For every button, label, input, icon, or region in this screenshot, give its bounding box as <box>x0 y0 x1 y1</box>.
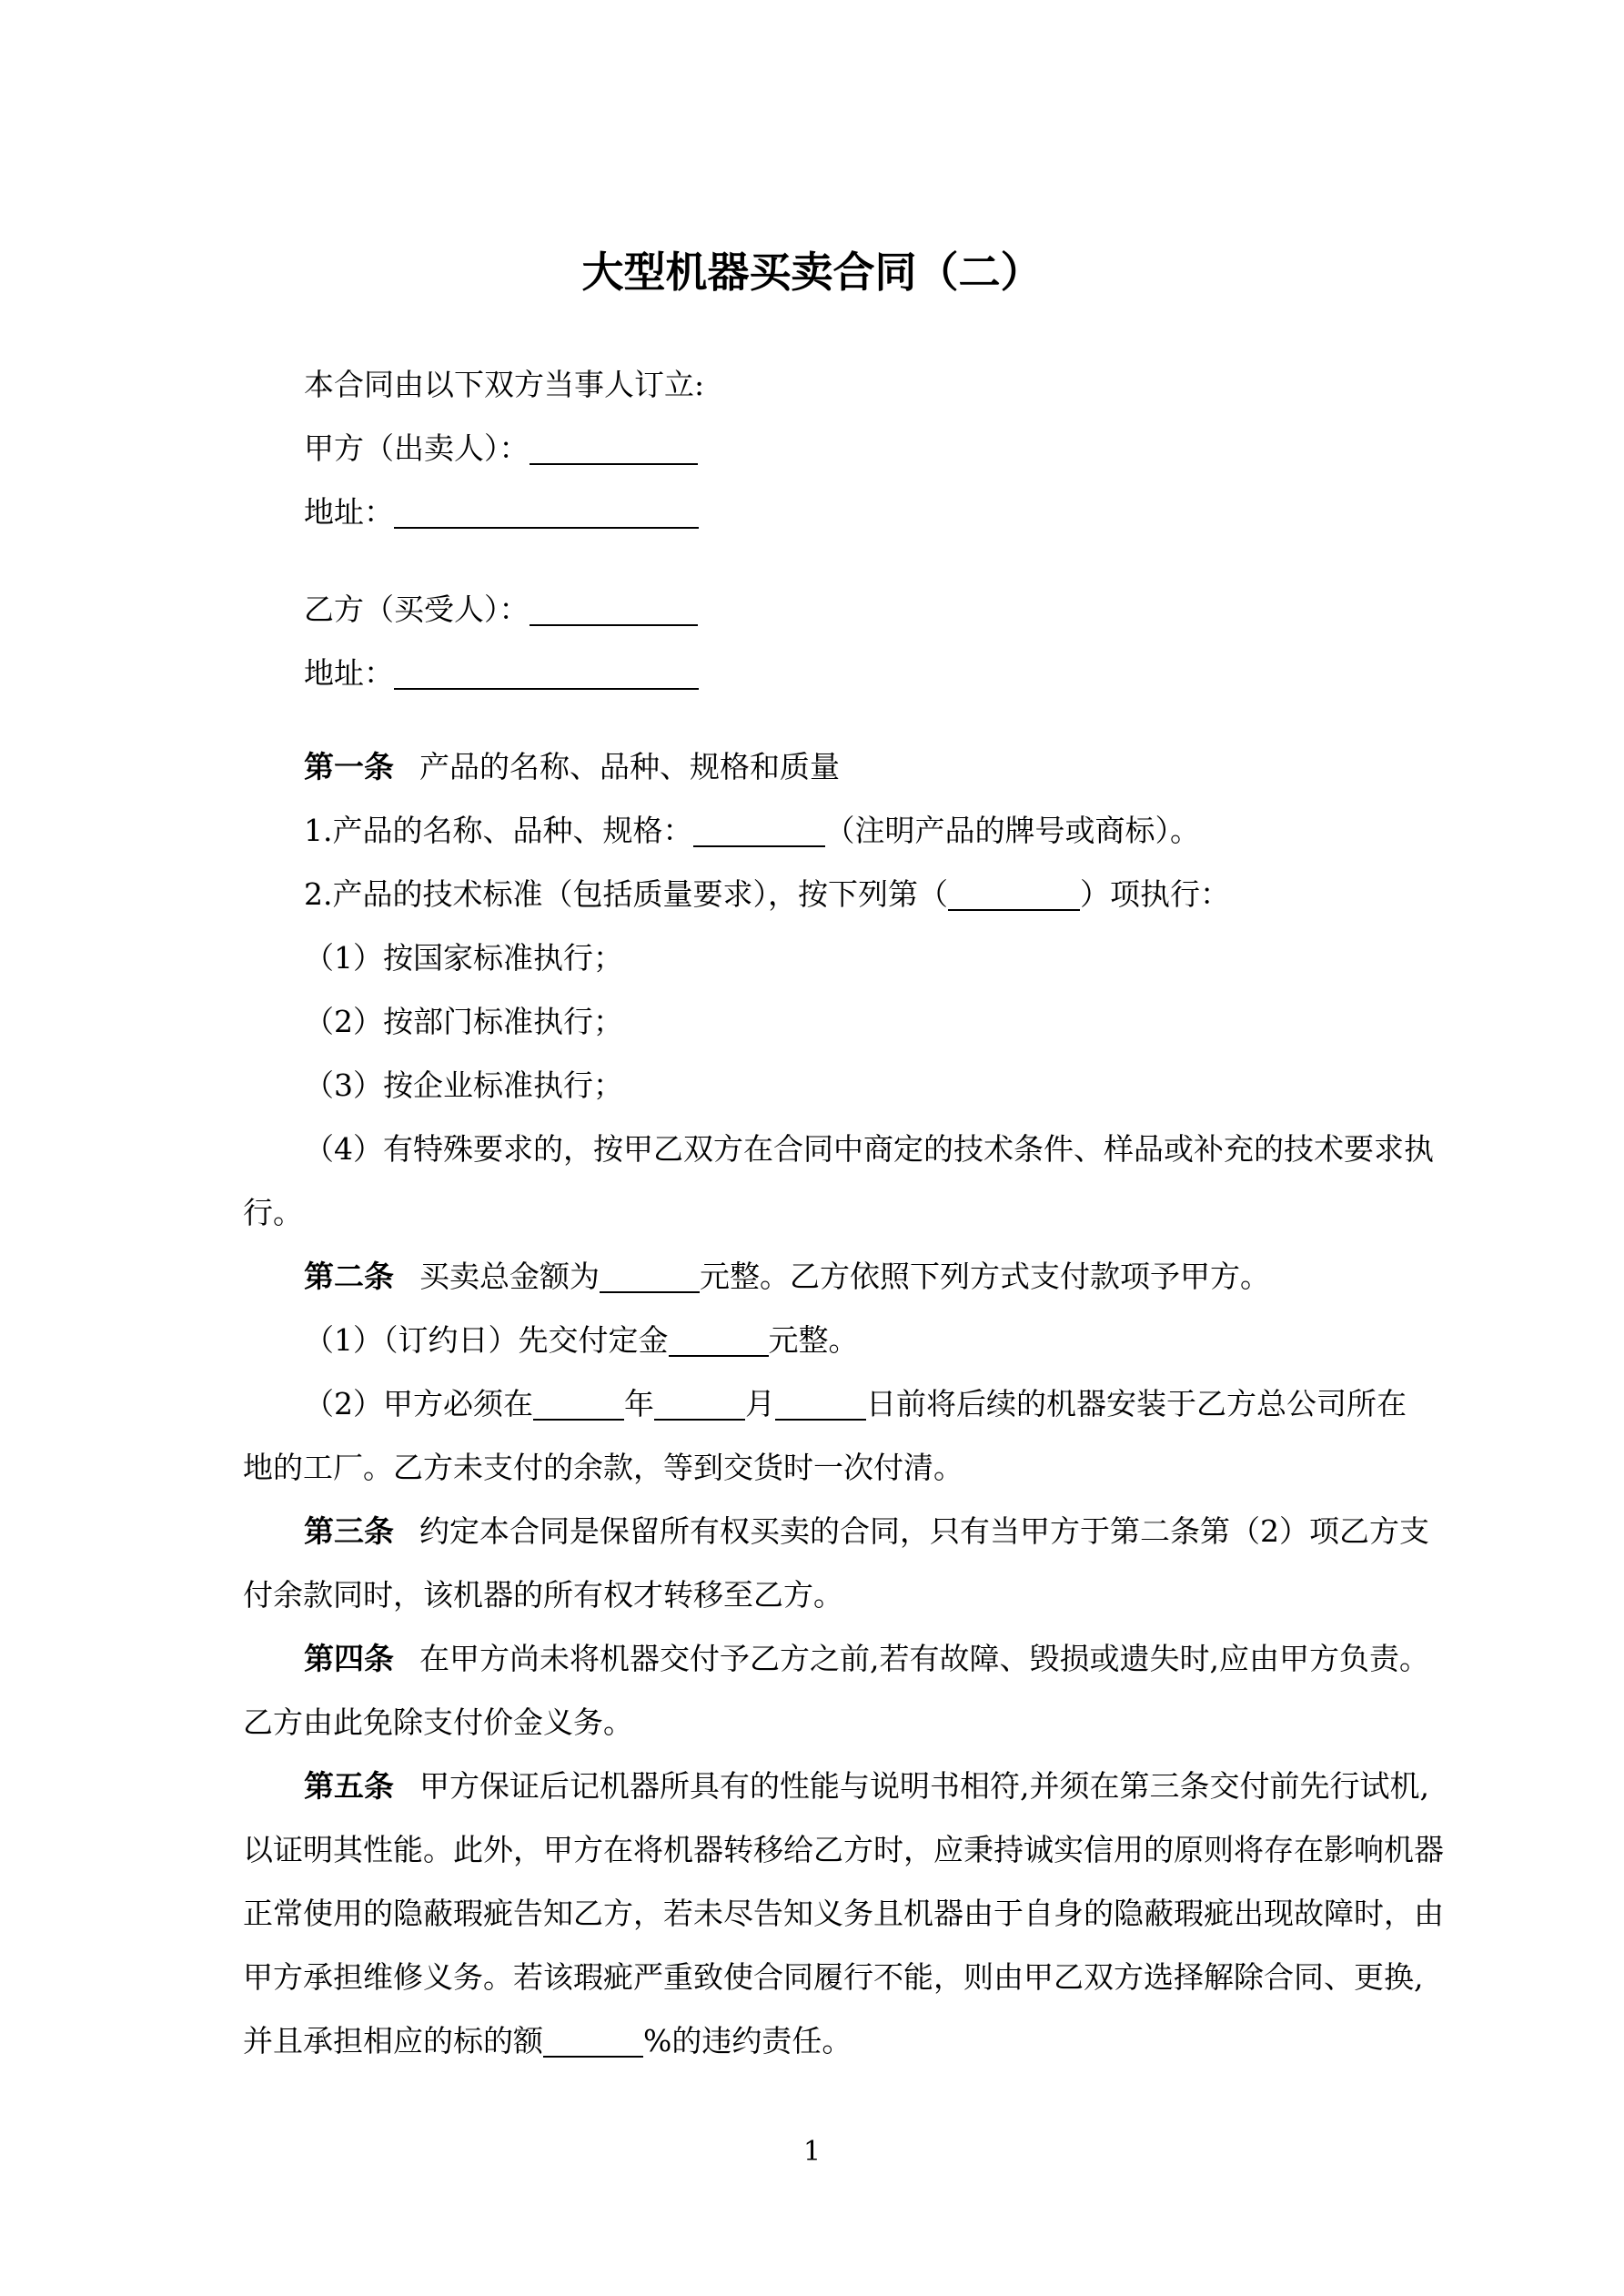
party-a-label: 甲方（出卖人）： <box>304 430 530 466</box>
clause4-line1-text: 在甲方尚未将机器交付予乙方之前,若有故障、毁损或遗失时,应由甲方负责。 <box>419 1641 1430 1676</box>
clause1-sub4-line <box>243 1118 1434 1181</box>
clause1-item2-post: ）项执行： <box>1080 876 1230 912</box>
clause5-line5-pre: 并且承担相应的标的额 <box>243 2023 543 2058</box>
clause2-line1-pre: 买卖总金额为 <box>419 1259 600 1294</box>
clause1-item1-post: （注明产品的牌号或商标）。 <box>824 813 1200 848</box>
clause3-line2-text: 付余款同时，该机器的所有权才转移至乙方。 <box>243 1577 843 1613</box>
clause1-item1-line <box>243 799 1381 863</box>
clause1-sub3-text: （3）按企业标准执行； <box>304 1067 623 1103</box>
clause5-line1-text: 甲方保证后记机器所具有的性能与说明书相符,并须在第三条交付前先行试机, <box>419 1768 1430 1804</box>
clause2-day-fill-in-blank <box>775 1408 866 1421</box>
party-b-address-fill-in-blank <box>394 677 699 690</box>
clause5-line3-text: 正常使用的隐蔽瑕疵告知乙方，若未尽告知义务且机器由于自身的隐蔽瑕疵出现故障时，由 <box>243 1896 1444 1931</box>
clause2-item2-continuation-text: 地的工厂。乙方未支付的余款，等到交货时一次付清。 <box>243 1450 963 1485</box>
preamble-text: 本合同由以下双方当事人订立: <box>304 367 705 402</box>
clause3-line1-text: 约定本合同是保留所有权买卖的合同，只有当甲方于第二条第（2）项乙方支 <box>419 1513 1430 1549</box>
clause1-sub1-line <box>243 926 1381 990</box>
clause3-continuation-line <box>243 1563 1381 1627</box>
clause5-line4 <box>243 1946 1424 2009</box>
clause5-line4-text: 甲方承担维修义务。若该瑕疵严重致使合同履行不能，则由甲乙双方选择解除合同、更换, <box>243 1959 1424 1995</box>
clause1-sub2-line <box>243 990 1381 1054</box>
clause2-item2-pre: （2）甲方必须在 <box>304 1386 533 1421</box>
clause1-heading-line <box>243 735 1381 799</box>
clause1-item2-pre: 2.产品的技术标准（包括质量要求），按下列第（ <box>304 876 948 912</box>
clause1-item2-fill-in-blank <box>948 898 1080 911</box>
clause5-penalty-fill-in-blank <box>543 2045 643 2058</box>
clause1-item1-pre: 1.产品的名称、品种、规格： <box>304 813 693 848</box>
clause5-line5 <box>243 2009 1381 2073</box>
clause1-heading: 产品的名称、品种、规格和质量 <box>419 749 841 784</box>
clause2-line1-post: 元整。乙方依照下列方式支付款项予甲方。 <box>700 1259 1271 1294</box>
party-b-address-line <box>243 642 1381 705</box>
clause5-line5-post: %的违约责任。 <box>643 2023 852 2058</box>
clause2-item1-pre: （1）（订约日）先交付定金 <box>304 1322 669 1358</box>
clause3-heading-line <box>243 1500 1430 1563</box>
clause1-sub3-line <box>243 1054 1381 1118</box>
clause1-sub2-text: （2）按部门标准执行； <box>304 1004 623 1039</box>
clause4-number: 第四条 <box>304 1641 394 1676</box>
clause4-line2-text: 乙方由此免除支付价金义务。 <box>243 1704 633 1740</box>
clause2-month-fill-in-blank <box>654 1408 745 1421</box>
clause5-line2-text: 以证明其性能。此外，甲方在将机器转移给乙方时，应秉持诚实信用的原则将存在影响机器 <box>243 1832 1444 1867</box>
party-a-address-fill-in-blank <box>394 516 699 529</box>
party-b-address-label: 地址： <box>304 655 394 691</box>
clause2-deposit-fill-in-blank <box>669 1344 769 1357</box>
clause3-number: 第三条 <box>304 1513 394 1549</box>
page-number: 1 <box>802 2136 822 2168</box>
party-a-address-label: 地址： <box>304 494 394 530</box>
party-a-line <box>243 417 1381 480</box>
clause1-number: 第一条 <box>304 749 394 784</box>
clause1-sub1-text: （1）按国家标准执行； <box>304 940 623 976</box>
clause1-sub4-continuation-line <box>243 1181 1381 1245</box>
clause5-line2 <box>243 1818 1444 1882</box>
party-b-fill-in-blank <box>530 613 698 626</box>
clause2-item2-line <box>243 1372 1407 1436</box>
document-title: 大型机器买卖合同（二） <box>581 248 1043 297</box>
clause2-item1-post: 元整。 <box>768 1322 859 1358</box>
clause2-number: 第二条 <box>304 1259 394 1294</box>
clause2-item2-year-label: 年 <box>624 1386 654 1421</box>
clause5-number: 第五条 <box>304 1768 394 1804</box>
party-a-address-line <box>243 480 1381 544</box>
clause2-item1-line <box>243 1309 1381 1372</box>
clause1-item2-line <box>243 863 1381 926</box>
clause5-heading-line <box>243 1755 1430 1818</box>
clause1-sub4-continuation-text: 行。 <box>243 1195 303 1230</box>
party-b-line <box>243 578 1381 642</box>
clause2-amount-fill-in-blank <box>600 1280 700 1293</box>
clause2-item2-month-label: 月 <box>745 1386 775 1421</box>
clause1-sub4-text: （4）有特殊要求的，按甲乙双方在合同中商定的技术条件、样品或补充的技术要求执 <box>304 1131 1434 1167</box>
clause2-heading-line <box>243 1245 1381 1309</box>
preamble-line <box>243 353 1381 417</box>
clause4-continuation-line <box>243 1691 1381 1755</box>
clause2-year-fill-in-blank <box>533 1408 624 1421</box>
party-a-fill-in-blank <box>530 452 698 465</box>
party-b-label: 乙方（买受人）： <box>304 592 530 627</box>
clause5-line3 <box>243 1882 1444 1946</box>
clause4-heading-line <box>243 1627 1430 1691</box>
clause2-item2-post: 日前将后续的机器安装于乙方总公司所在 <box>866 1386 1407 1421</box>
clause1-item1-fill-in-blank <box>693 834 825 847</box>
clause2-item2-continuation-line <box>243 1436 1381 1500</box>
